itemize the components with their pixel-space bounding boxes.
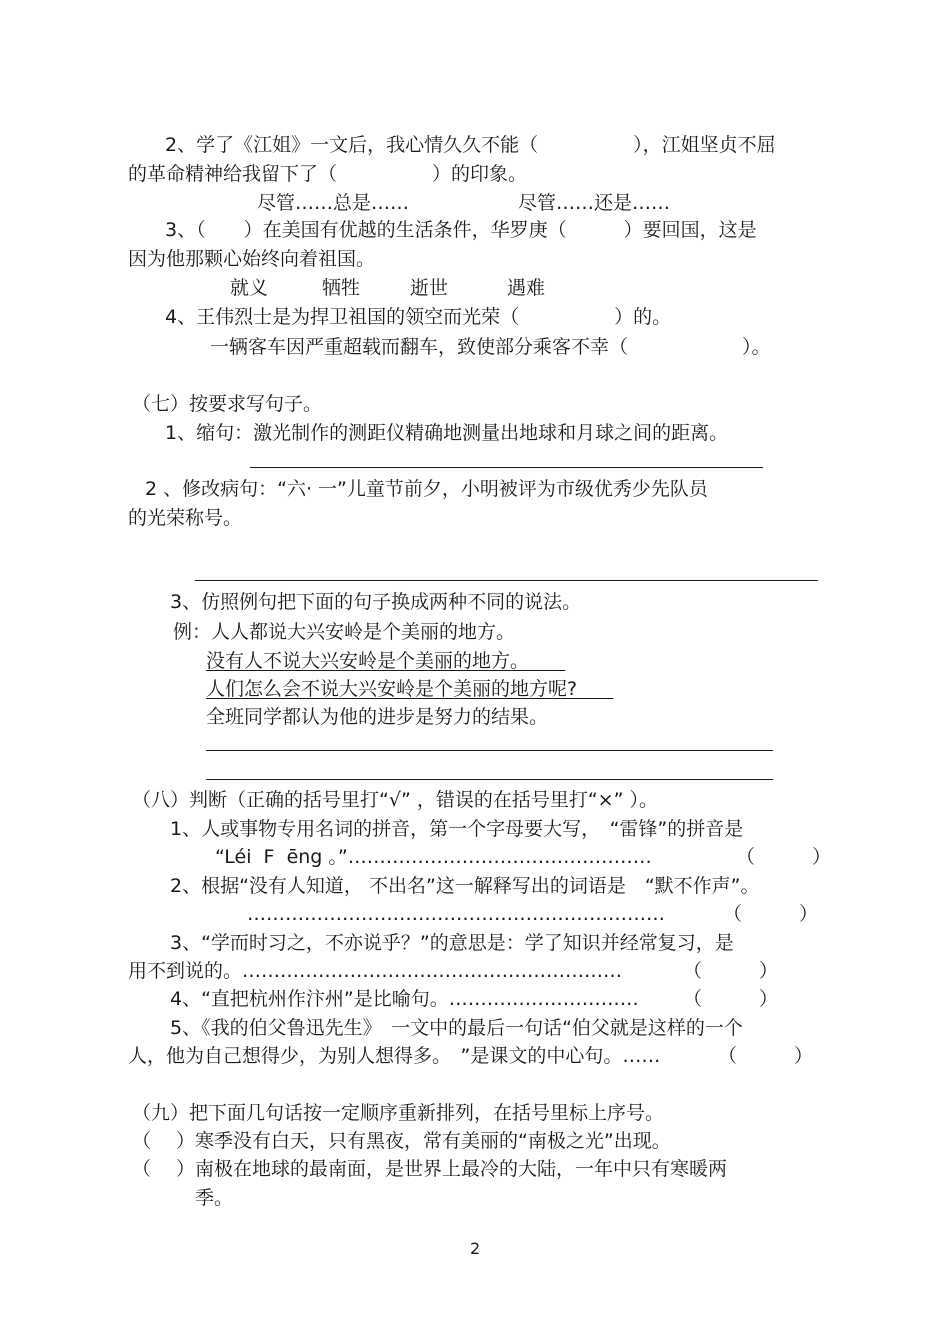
q6-item4-line2: 一辆客车因严重超载而翻车，致使部分乘客不幸（ ）。 — [210, 336, 771, 358]
q8-item2-line2: ………………………………………………………… — [247, 903, 665, 925]
q7-heading: （七）按要求写句子。 — [132, 393, 323, 415]
q8-item3-line2: 用不到说的。…………………………………………………… — [128, 960, 623, 982]
q8-item2-line1: 2、根据“没有人知道， 不出名”这一解释写出的词语是 “默不作声”。 — [170, 875, 760, 897]
q7-item2-answer-line[interactable] — [195, 580, 818, 581]
q8-item4-bracket[interactable]: （ ） — [683, 988, 779, 1010]
q8-item3-bracket[interactable]: （ ） — [683, 960, 779, 982]
q8-item4: 4、“直把杭州作汴州”是比喻句。………………………… — [170, 988, 639, 1010]
q7-task: 全班同学都认为他的进步是努力的结果。 — [206, 706, 549, 728]
q7-example-a-text: 没有人不说大兴安岭是个美丽的地方。 — [206, 650, 530, 672]
q8-item5-bracket[interactable]: （ ） — [718, 1045, 814, 1067]
q6-item2-line1: 2、学了《江姐》一文后，我心情久久不能（ ），江姐坚贞不屈 — [165, 134, 776, 156]
q6-item2-option1: 尽管……总是…… — [257, 192, 410, 214]
q7-example-a — [206, 649, 565, 673]
q7-item1-answer-line[interactable] — [250, 467, 763, 468]
q9-heading: （九）把下面几句话按一定顺序重新排列，在括号里标上序号。 — [132, 1102, 665, 1124]
q9-line1: （ ）寒季没有白天，只有黑夜，常有美丽的“南极之光”出现。 — [132, 1130, 671, 1152]
q7-item1: 1、缩句：激光制作的测距仪精确地测量出地球和月球之间的距离。 — [165, 422, 729, 444]
q8-item3-line1: 3、“学而时习之，不亦说乎？”的意思是：学了知识并经常复习，是 — [170, 932, 734, 954]
q7-example: 例：人人都说大兴安岭是个美丽的地方。 — [173, 621, 516, 643]
q9-line2b: 季。 — [195, 1187, 234, 1209]
page-number: 2 — [470, 1239, 481, 1258]
q7-task-answer-line-1[interactable] — [206, 750, 773, 751]
q7-example-a-tail — [529, 650, 565, 672]
q7-item2-line2: 的光荣称号。 — [128, 507, 243, 529]
q8-item5-line2: 人，他为自己想得少，为别人想得多。 ”是课文的中心句。…… — [128, 1045, 661, 1067]
q7-item2-line1: 2 、修改病句：“六· 一”儿童节前夕，小明被评为市级优秀少先队员 — [145, 478, 708, 500]
q8-item2-bracket[interactable]: （ ） — [723, 903, 819, 925]
q6-item4-line1: 4、王伟烈士是为捍卫祖国的领空而光荣（ ）的。 — [165, 306, 672, 328]
q8-item1-line2: “Léi F ēng 。”………………………………………… — [215, 846, 652, 868]
q6-item2-option2: 尽管……还是…… — [518, 192, 671, 214]
q8-heading: （八）判断（正确的括号里打“√” ，错误的在括号里打“×” ）。 — [132, 789, 658, 811]
q7-item3: 3、仿照例句把下面的句子换成两种不同的说法。 — [170, 591, 582, 613]
q6-item3-line2: 因为他那颗心始终向着祖国。 — [128, 248, 376, 270]
q7-task-answer-line-2[interactable] — [206, 779, 773, 780]
q7-example-b-text: 人们怎么会不说大兴安岭是个美丽的地方呢? — [206, 678, 578, 700]
q8-item1-line1: 1、人或事物专用名词的拼音，第一个字母要大写， “雷锋”的拼音是 — [170, 818, 744, 840]
q7-example-b — [206, 677, 613, 701]
q6-item3-line1: 3、（ ）在美国有优越的生活条件，华罗庚（ ）要回国，这是 — [165, 219, 757, 241]
q6-item3-option1: 就义 — [230, 277, 269, 299]
q6-item3-option4: 遇难 — [507, 277, 546, 299]
q8-item5-line1: 5、《我的伯父鲁迅先生》 一文中的最后一句话“伯父就是这样的一个 — [170, 1017, 743, 1039]
q8-item1-bracket[interactable]: （ ） — [736, 846, 832, 868]
q7-example-b-tail — [577, 678, 613, 700]
q6-item3-option3: 逝世 — [410, 277, 449, 299]
q9-line2a: （ ）南极在地球的最南面，是世界上最冷的大陆，一年中只有寒暖两 — [132, 1158, 728, 1180]
q6-item3-option2: 牺牲 — [322, 277, 361, 299]
q6-item2-line2: 的革命精神给我留下了（ ）的印象。 — [128, 163, 528, 185]
